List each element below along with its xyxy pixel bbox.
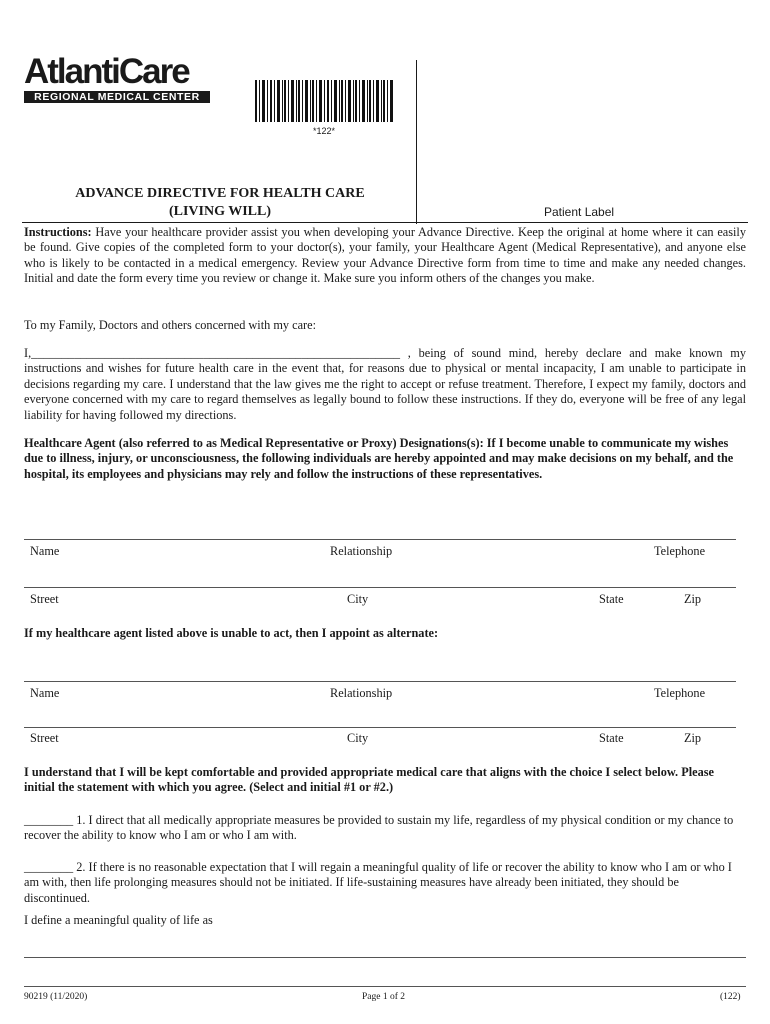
alternate-name-label: Name xyxy=(30,686,60,700)
alternate-telephone-label: Telephone xyxy=(654,686,706,700)
alternate-street-label: Street xyxy=(30,731,59,745)
option-1-statement[interactable]: ________ 1. I direct that all medically appropriate measures be provided to sustain my life, regardless of my physical condition or my chance to recover the ability to know who I am or who I am with. xyxy=(24,813,734,843)
quality-of-life-prompt: I define a meaningful quality of life as xyxy=(24,913,213,927)
logo-subtitle: REGIONAL MEDICAL CENTER xyxy=(24,91,210,103)
agent-name-line[interactable] xyxy=(24,539,736,540)
atlanticare-logo: AtlantiCare xyxy=(24,52,189,91)
option-2-statement[interactable]: ________ 2. If there is no reasonable expectation that I will regain a meaningful quality of life or recover the ability to know who I am or who I am with, then life prolonging measures should not be initiated. If life-sustaining measures have already been initiated, they should be discontinued. xyxy=(24,860,732,905)
agent-relationship-label: Relationship xyxy=(330,544,393,558)
alternate-name-line[interactable] xyxy=(24,681,736,682)
instructions-paragraph xyxy=(24,225,746,287)
choice-intro: I understand that I will be kept comfortable and provided appropriate medical care that aligns with the choice I select below. Please initial the statement with which you agree. (Select and initial #1 or #2.) xyxy=(24,765,714,795)
title-line-1: ADVANCE DIRECTIVE FOR HEALTH CARE xyxy=(75,186,365,201)
form-number: 90219 (11/2020) xyxy=(24,992,88,1002)
page-number: Page 1 of 2 xyxy=(362,992,406,1002)
header-vertical-divider xyxy=(416,60,417,224)
document-title xyxy=(40,185,400,221)
form-code: (122) xyxy=(720,992,741,1002)
healthcare-agent-section: Healthcare Agent (also referred to as Medical Representative or Proxy) Designations(s): If I become unable to communicate my wishes due to illness, injury, or unconsciousness, the following individuals are hereby appointed and may make decisions on my behalf, and the hospital, its employees and physicians may rely and follow the instructions of these representatives. xyxy=(24,436,734,481)
barcode-image xyxy=(255,80,393,122)
alternate-address-line[interactable] xyxy=(24,727,736,728)
agent-address-line[interactable] xyxy=(24,587,736,588)
alternate-state-label: State xyxy=(599,731,624,745)
agent-name-label: Name xyxy=(30,544,60,558)
agent-street-label: Street xyxy=(30,592,59,606)
declaration-paragraph: I,____________________________________________________________ , being of sound mind, hereby declare and make known my instructions and wishes for future health care in the event that, for reasons due to physical or mental incapacity, I am unable to participate in decisions regarding my care. I understand that the law gives me the right to accept or refuse treatment. Therefore, I expect my family, doctors and everyone concerned with my care to regard themselves as legally bound to follow these instructions. If they do, everyone will be free of any legal liability for having followed my directions. xyxy=(24,346,746,422)
header-divider xyxy=(22,222,748,223)
alternate-zip-label: Zip xyxy=(684,731,702,745)
quality-of-life-line[interactable] xyxy=(24,957,746,958)
barcode-number: *122* xyxy=(312,126,336,136)
instructions-lead: Instructions: xyxy=(24,225,92,239)
agent-zip-label: Zip xyxy=(684,592,702,606)
footer-divider xyxy=(24,986,746,987)
agent-telephone-label: Telephone xyxy=(654,544,706,558)
patient-label: Patient Label xyxy=(544,205,615,219)
alternate-city-label: City xyxy=(347,731,369,745)
alternate-relationship-label: Relationship xyxy=(330,686,393,700)
salutation: To my Family, Doctors and others concerned with my care: xyxy=(24,318,317,332)
agent-state-label: State xyxy=(599,592,624,606)
agent-city-label: City xyxy=(347,592,369,606)
title-line-2: (LIVING WILL) xyxy=(168,204,272,219)
alternate-agent-heading: If my healthcare agent listed above is unable to act, then I appoint as alternate: xyxy=(24,626,439,640)
instructions-text: Have your healthcare provider assist you when developing your Advance Directive. Keep the original at home where it can easily be found. Give copies of the completed form to your doctor(s), your family, your Healthcare Agent (Medical Representative), and anyone else who is likely to be contacted in a medical emergency. Review your Advance Directive form from time to time and make any needed changes. Initial and date the form every time you review or change it. Make sure you inform others of the changes you make. xyxy=(24,225,746,286)
